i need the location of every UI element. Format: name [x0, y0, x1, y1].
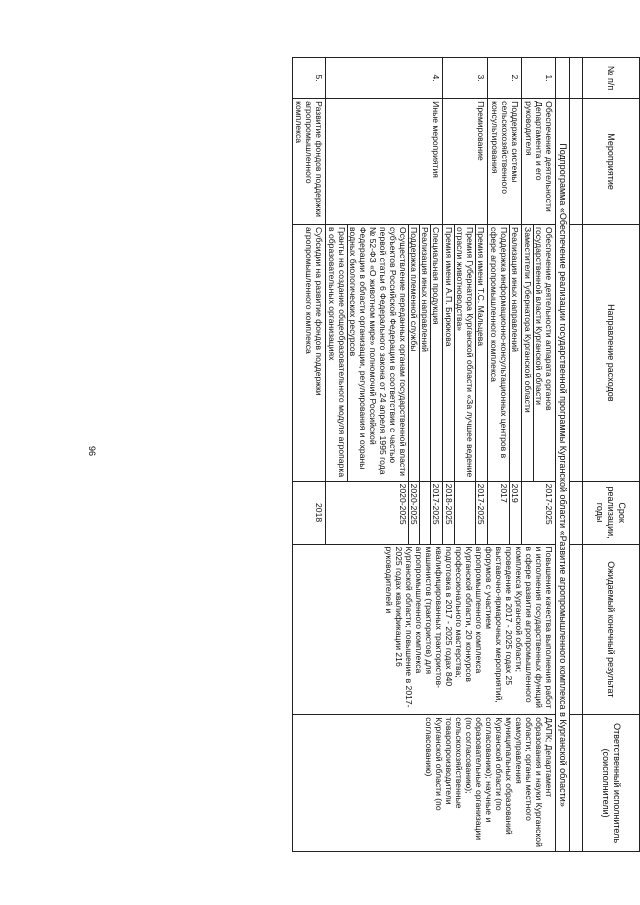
table-header-row: [583, 58, 640, 852]
section-title: Подпрограмма «Обеспечение реализации государственной программы Курганской области «Развитие агропромышленного комплекса в Курганской области»: [556, 99, 570, 852]
period-item: 2017-2025: [431, 483, 441, 525]
responsible-executor: ДАПК; Департамент образования и науки Курганской области; органы местного самоуправления муниципальных образований Курганской области (по согласованию); научные и образовательные организации (по согласованию); сельскохозяйственные товаропроизводители Курганской области (по согласованию): [293, 715, 556, 852]
row-number: 4 .: [326, 58, 443, 99]
row-periods: [293, 481, 326, 544]
direction-item: Гранты на создание общеобразовательного модуля агропарка в образовательных организациях: [327, 225, 348, 481]
period-item: 2017-2025: [544, 483, 554, 525]
expected-result: Повышение качества выполнения работ и исполнения государственных функций в сфере развития агропромышленного комплекса Курганской области; проведение в 2017 - 2025 годах 25 выставочно-ярмарочных мероприятий, форумов с участием агропромышленного комплекса Курганской области, 20 конкурсов профессионального мастерства; подготовка в 2017 - 2025 годах 840 квалифицированных трактористов-машинистов (трактористов) для агропромышленного комплекса Курганской области; повышение в 2017-2025 годах квалификации 216 руководителей и: [293, 544, 556, 715]
header-num: № п/п: [583, 58, 640, 99]
row-directions: [522, 225, 556, 482]
row-periods: [522, 481, 556, 544]
period-item: 2018-2025: [444, 482, 455, 544]
row-directions: [488, 225, 522, 482]
table-row: [522, 58, 556, 852]
period-item: 2017: [499, 482, 510, 544]
header-period: Срок реализации, годы: [583, 481, 640, 544]
row-directions: [293, 225, 326, 482]
direction-item: Премия имени А.П. Бирюкова: [444, 225, 455, 481]
direction-item: Специальная продукция: [431, 227, 441, 325]
period-item: 2018: [314, 503, 324, 523]
row-event: Развитие фондов поддержки агропромышленного комплекса: [293, 99, 326, 225]
section-row: [556, 58, 570, 852]
direction-item: Заместители Губернатора Курганской области: [523, 225, 534, 481]
row-event: Поддержка системы сельскохозяйственного консультирования: [488, 99, 522, 225]
direction-item: Премия имени Т.С. Мальцева: [476, 227, 486, 346]
measures-table: [292, 57, 640, 852]
row-periods: [488, 481, 522, 544]
document-sheet: [110, 57, 640, 852]
direction-item: Осуществление переданных органам государственной власти субъектов Российской Федерации в соответствии с частью первой статьи 6 Федерального закона от 24 апреля 1995 года № 52-ФЗ «О животном мире» полномочий Российской Федерации в области организации, регулирования и охраны водных биологических ресурсов: [348, 225, 409, 481]
header-result: Ожидаемый конечный результат: [583, 544, 640, 715]
row-event: Премирование: [443, 99, 488, 225]
period-item: 2017-2025: [476, 483, 486, 525]
row-periods: [443, 481, 488, 544]
page-number: 96: [87, 445, 97, 456]
direction-item: Поддержка информационно-консультационных центров в сфере агропромышленного комплекса: [489, 225, 510, 481]
direction-item: Реализация иных направлений: [510, 227, 520, 352]
row-event: Иные мероприятия: [326, 99, 443, 225]
direction-item: Поддержка племенной службы: [409, 225, 420, 481]
row-event: Обеспечение деятельности Департамента и его руководителя: [522, 99, 556, 225]
row-number: 3 .: [443, 58, 488, 99]
period-item: 2020-2025: [409, 482, 420, 544]
row-number: 5 .: [293, 58, 326, 99]
direction-item: Субсидии на развитие фондов поддержки агропромышленного комплекса: [304, 227, 324, 396]
direction-item: Премия Губернатора Курганской области «За лучшее ведение отрасли животноводства»: [455, 225, 476, 481]
direction-item: Реализация иных направлений: [420, 225, 431, 481]
period-item: [420, 482, 431, 544]
header-event: Мероприятие: [583, 99, 640, 225]
direction-item: Обеспечение деятельности аппарата органов государственной власти Курганской области: [534, 227, 554, 411]
header-responsible: Ответственный исполнитель (соисполнители): [583, 715, 640, 852]
row-number: 2 .: [488, 58, 522, 99]
row-number: 1 .: [522, 58, 556, 99]
row-directions: [443, 225, 488, 482]
period-item: 2019: [510, 483, 520, 503]
column-number-row: [570, 58, 583, 852]
period-item: [455, 482, 476, 544]
row-directions: [326, 225, 443, 482]
header-direction: Направление расходов: [583, 225, 640, 482]
period-item: 2020-2025: [398, 482, 409, 544]
row-periods: [326, 481, 443, 544]
